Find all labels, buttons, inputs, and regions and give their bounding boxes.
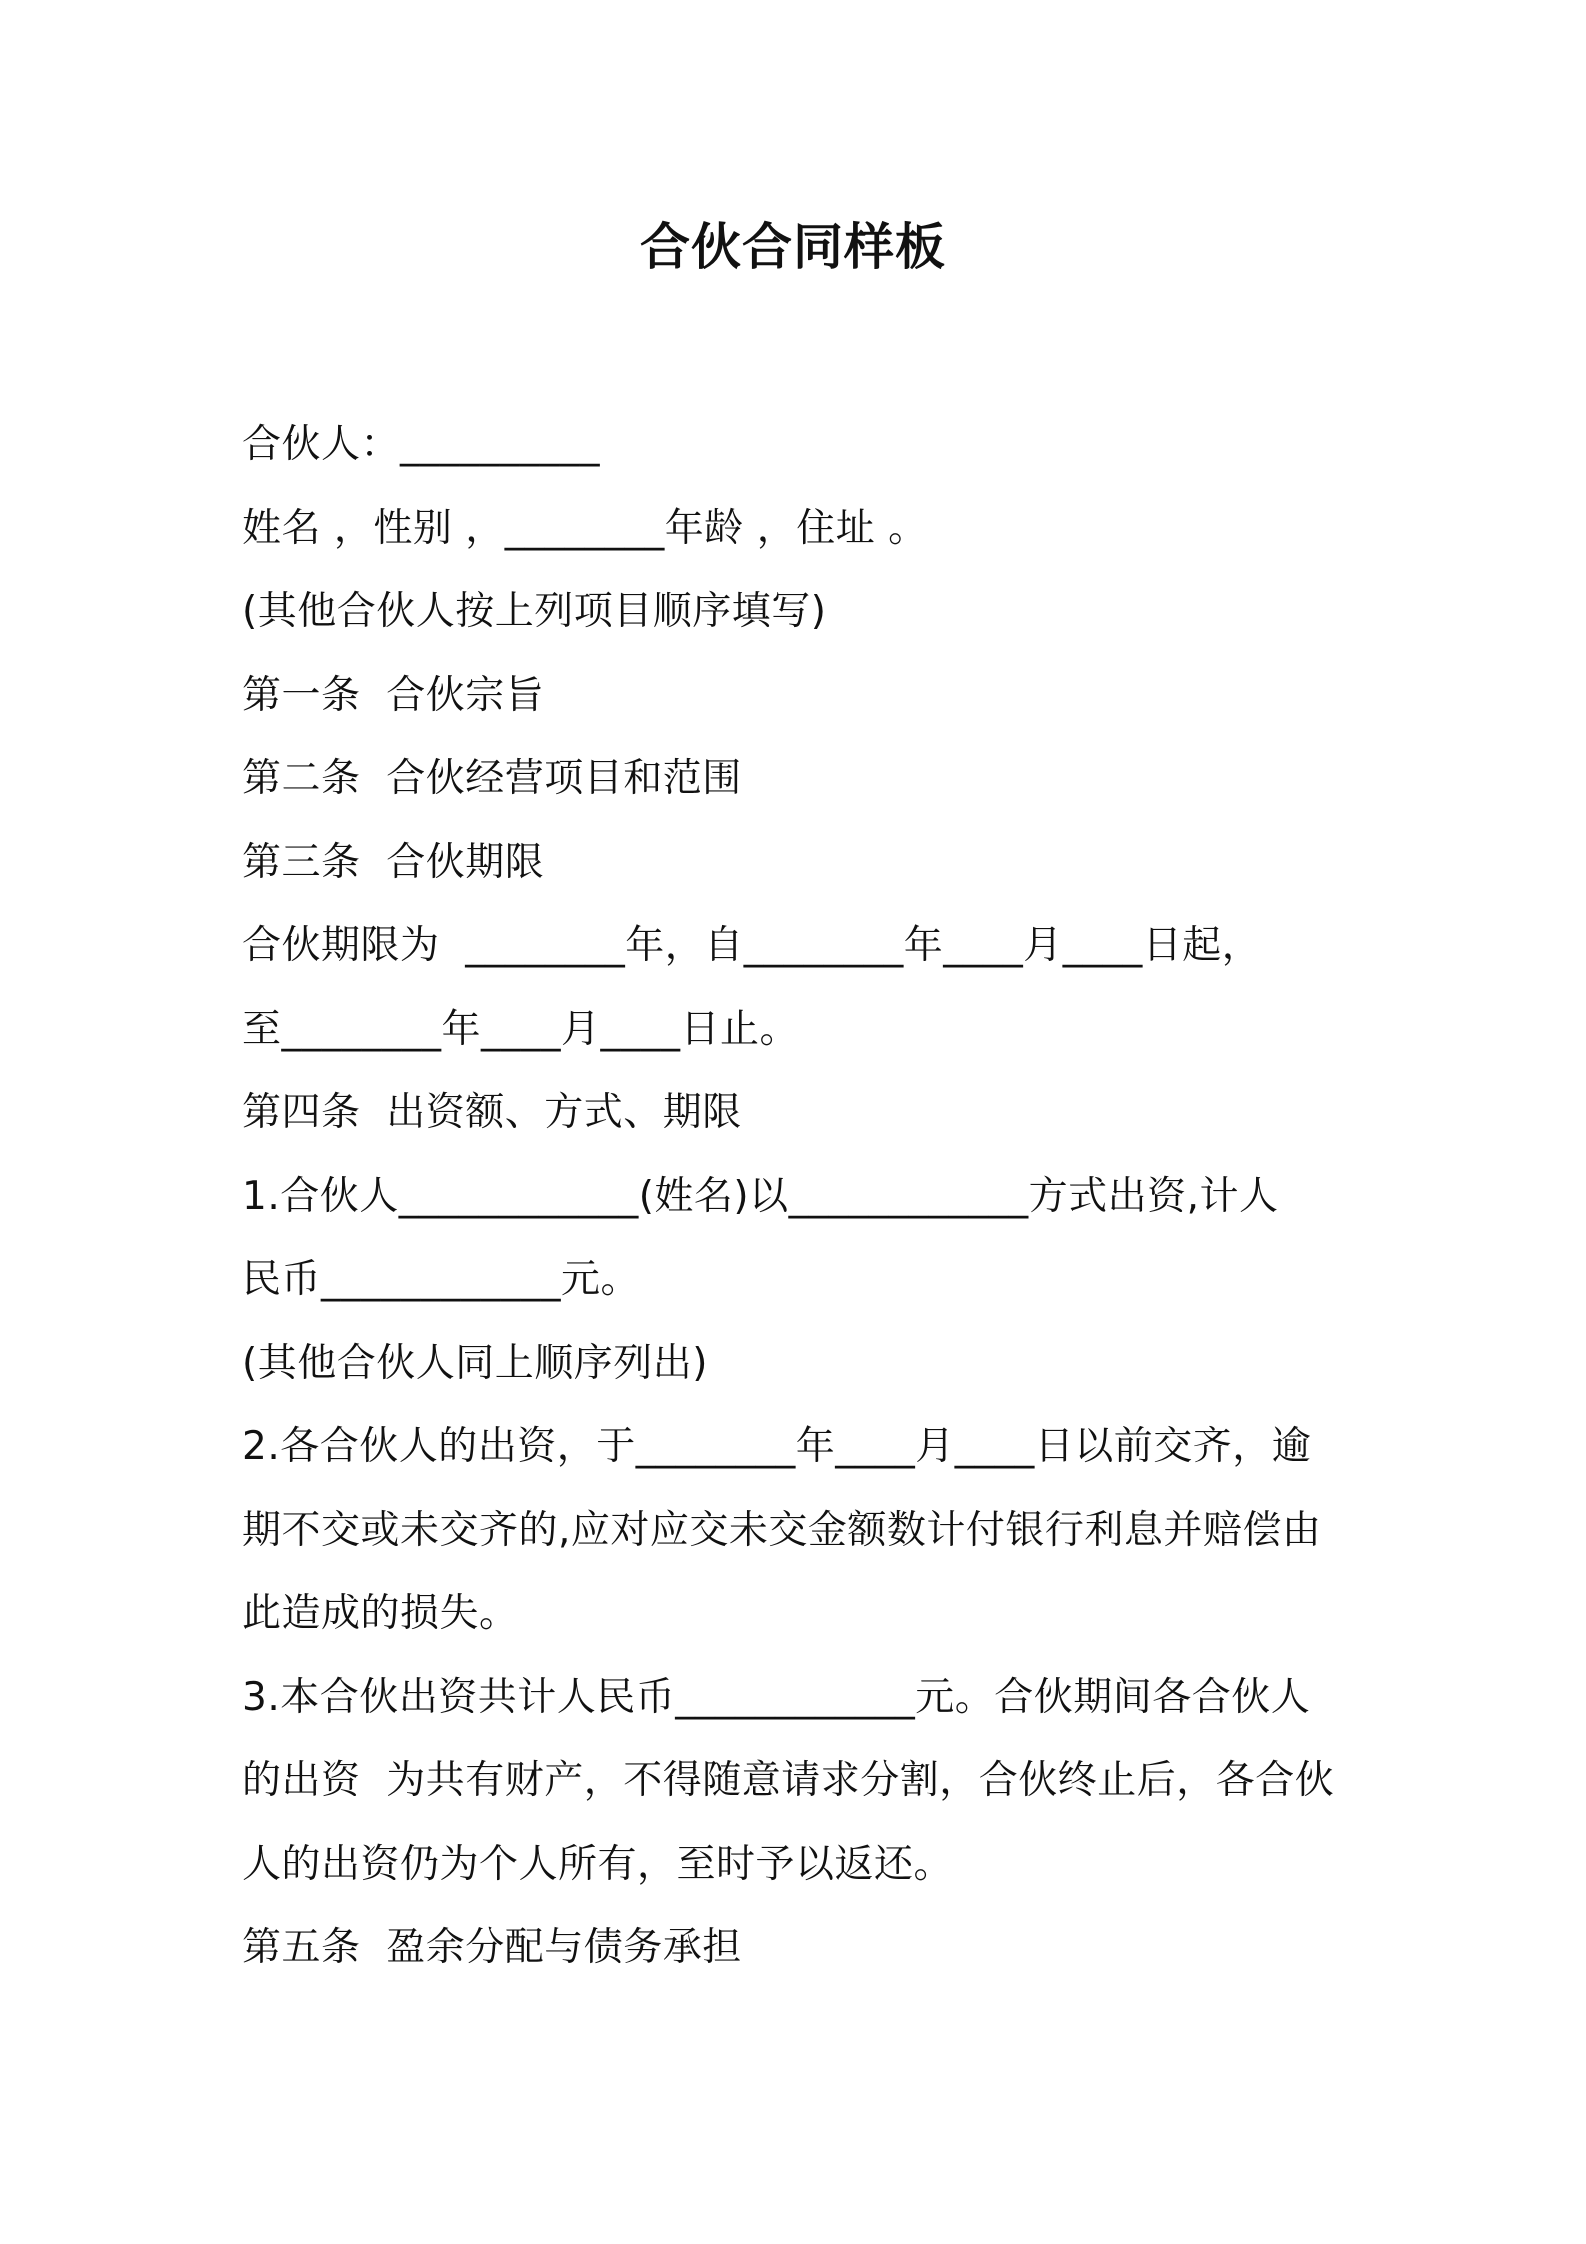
term-line-1: 合伙期限为 ________年，自________年____月____日起， bbox=[242, 923, 1262, 968]
article-1-heading: 第一条 合伙宗旨 bbox=[242, 672, 545, 718]
article-3-heading: 第三条 合伙期限 bbox=[242, 839, 545, 885]
article-5-heading: 第五条 盈余分配与债务承担 bbox=[242, 1925, 742, 1970]
contribution-2-line-2: 期不交或未交齐的,应对应交未交金额数计付银行利息并赔偿由 bbox=[242, 1507, 1322, 1553]
contribution-1-line-2: 民币____________元。 bbox=[242, 1257, 641, 1302]
term-line-2: 至________年____月____日止。 bbox=[242, 1006, 800, 1052]
contribution-3-line-2: 的出资 为共有财产，不得随意请求分割，合伙终止后，各合伙 bbox=[242, 1758, 1335, 1803]
document-body bbox=[242, 403, 1362, 1990]
contribution-3-line-3: 人的出资仍为个人所有，至时予以返还。 bbox=[242, 1841, 954, 1887]
partner-info-line: 姓名 ，性别 ，________年龄 ，住址 。 bbox=[242, 505, 928, 551]
other-partners-order-note: (其他合伙人同上顺序列出) bbox=[242, 1340, 708, 1386]
contribution-2-line-3: 此造成的损失。 bbox=[242, 1591, 519, 1636]
partner-line: 合伙人：__________ bbox=[242, 422, 601, 467]
contribution-3-line-1: 3.本合伙出资共计人民币____________元。合伙期间各合伙人 bbox=[242, 1674, 1311, 1720]
article-2-heading: 第二条 合伙经营项目和范围 bbox=[242, 756, 742, 801]
contribution-1-line-1: 1.合伙人____________(姓名)以____________方式出资,计人 bbox=[242, 1173, 1279, 1219]
contribution-2-line-1: 2.各合伙人的出资，于________年____月____日以前交齐，逾 bbox=[242, 1424, 1312, 1469]
document-title: 合伙合同样板 bbox=[640, 218, 946, 276]
other-partners-note: (其他合伙人按上列项目顺序填写) bbox=[242, 589, 827, 634]
article-4-heading: 第四条 出资额、方式、期限 bbox=[242, 1090, 742, 1135]
